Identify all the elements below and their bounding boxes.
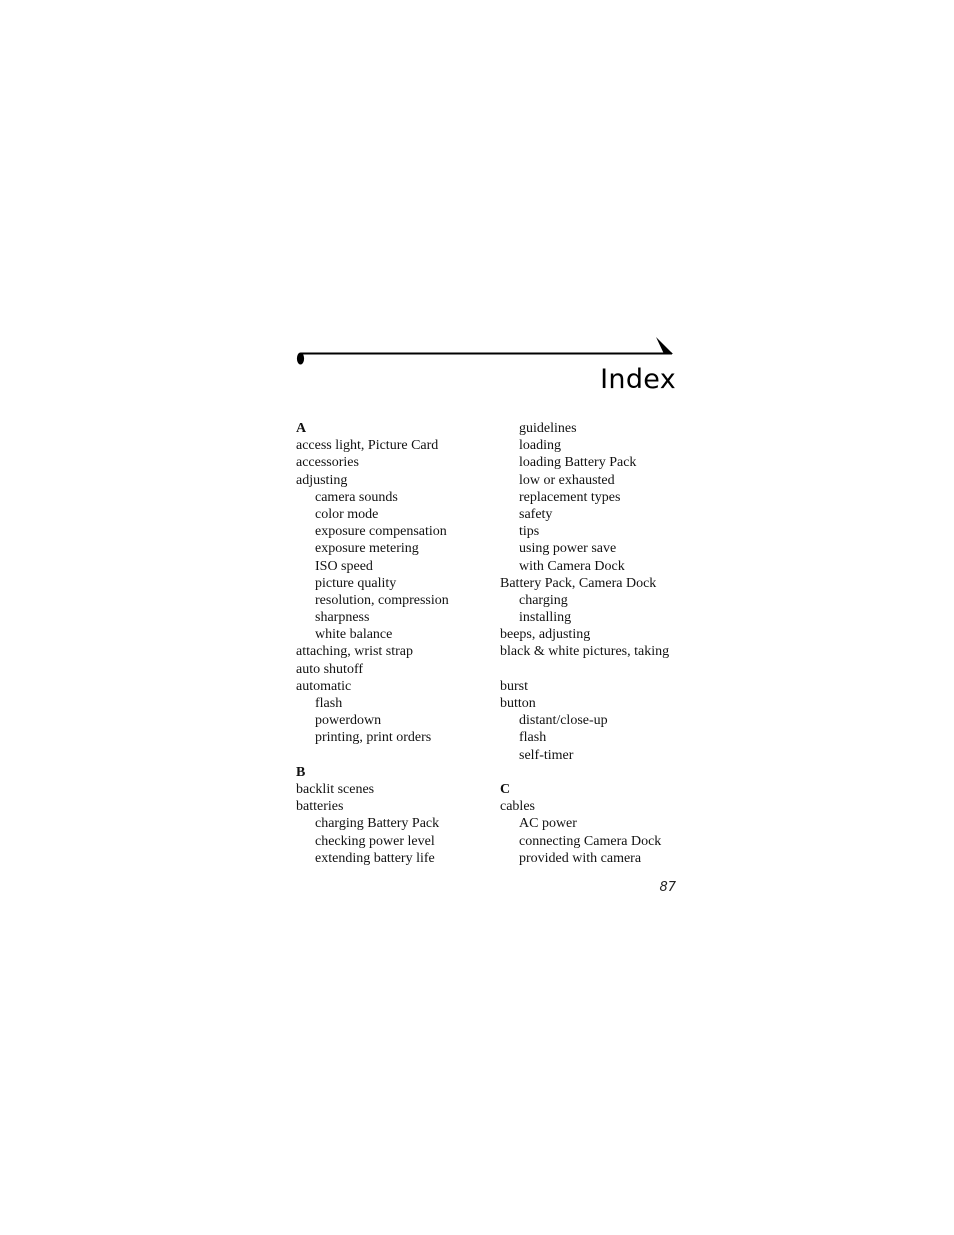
index-entry: attaching, wrist strap	[296, 644, 414, 660]
index-subentry: connecting Camera Dock	[519, 833, 662, 849]
index-subentry: color mode	[315, 506, 379, 522]
index-entry: adjusting	[296, 472, 348, 488]
index-subentry: self-timer	[519, 747, 574, 763]
index-subentry: provided with camera	[519, 850, 642, 866]
index-subentry: white balance	[315, 627, 393, 643]
index-spacer	[500, 764, 680, 781]
index-subentry: guidelines	[519, 421, 577, 436]
index-letter-heading: B	[296, 764, 306, 780]
index-subentry: flash	[519, 730, 547, 746]
index-subentry: powerdown	[315, 713, 382, 729]
chapter-rule	[296, 336, 676, 366]
index-subentry: AC power	[519, 816, 577, 832]
index-subentry: ISO speed	[315, 558, 373, 574]
index-subentry: extending battery life	[315, 850, 435, 866]
index-subentry: flash	[315, 696, 343, 711]
index-subentry: charging	[519, 592, 568, 608]
index-subentry: installing	[519, 610, 572, 626]
index-entry: black & white pictures, taking	[500, 644, 670, 660]
index-subentry: replacement types	[519, 489, 621, 505]
index-spacer	[500, 661, 680, 678]
index-entry: access light, Picture Card	[296, 438, 439, 454]
index-entry: button	[500, 696, 536, 711]
index-subentry: sharpness	[315, 610, 370, 626]
index-subentry: exposure metering	[315, 541, 419, 557]
index-subentry: checking power level	[315, 833, 435, 849]
index-subentry: tips	[519, 524, 540, 540]
index-subentry: picture quality	[315, 575, 397, 591]
index-entry: beeps, adjusting	[500, 627, 591, 643]
chapter-rule-graphic	[296, 336, 676, 366]
index-subentry: printing, print orders	[315, 730, 432, 746]
index-letter-heading: C	[500, 781, 511, 797]
index-subentry: exposure compensation	[315, 524, 447, 540]
index-entry: backlit scenes	[296, 781, 375, 797]
page-title: Index	[600, 364, 676, 395]
index-subentry: low or exhausted	[519, 472, 615, 488]
page-number: 87	[659, 880, 676, 895]
index-entry: cables	[500, 799, 535, 815]
index-subentry: loading	[519, 438, 561, 454]
index-subentry: safety	[519, 506, 553, 522]
index-letter-heading: A	[296, 421, 307, 436]
index-subentry: using power save	[519, 541, 617, 557]
index-subentry: resolution, compression	[315, 592, 449, 608]
index-entry: burst	[500, 678, 528, 694]
index-entry: batteries	[296, 799, 344, 815]
index-subentry: with Camera Dock	[519, 558, 625, 574]
index-subentry: camera sounds	[315, 489, 398, 505]
index-entry: automatic	[296, 678, 352, 694]
index-subentry: loading Battery Pack	[519, 455, 637, 471]
index-spacer	[296, 747, 486, 764]
index-subentry: distant/close-up	[519, 713, 608, 729]
index-entry: Battery Pack, Camera Dock	[500, 575, 657, 591]
index-column-right	[500, 420, 680, 867]
index-column-left	[296, 420, 486, 867]
index-entry: accessories	[296, 455, 359, 471]
index-subentry: charging Battery Pack	[315, 816, 440, 832]
index-entry: auto shutoff	[296, 661, 364, 677]
